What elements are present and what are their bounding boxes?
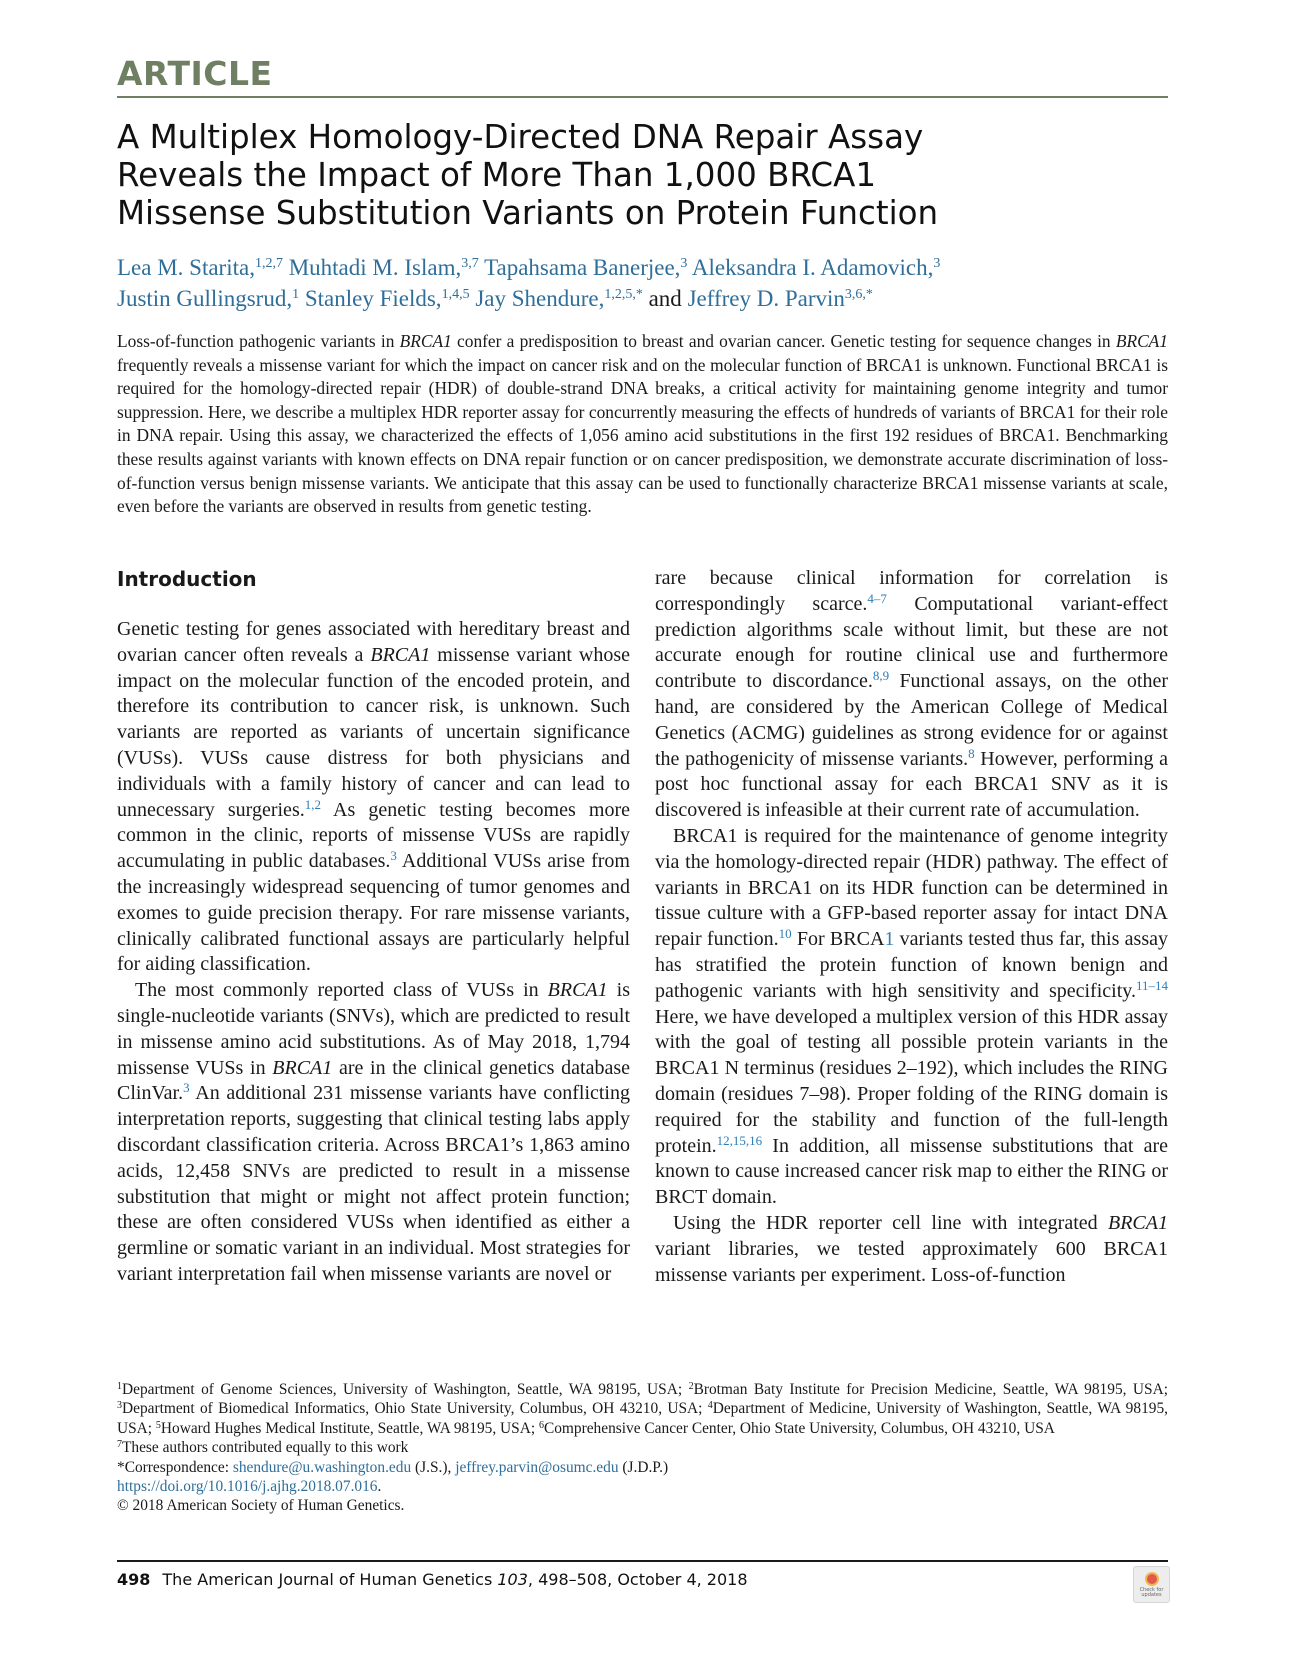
author-line-1 xyxy=(117,250,1168,281)
paragraph xyxy=(655,1211,1168,1288)
affiliations xyxy=(117,1380,1168,1438)
citation-link[interactable]: 3 xyxy=(183,1080,190,1096)
page-footer xyxy=(117,1570,1017,1589)
affiliation: Howard Hughes Medical Institute, Seattle, WA 98195, USA; xyxy=(160,1419,539,1437)
title-line-3: Missense Substitution Variants on Protein Function xyxy=(117,194,939,232)
author-list xyxy=(117,250,1168,312)
equal-contribution-note xyxy=(117,1438,1168,1457)
affiliation: Department of Medicine, University of Washington, Seattle, WA 98195, USA; xyxy=(117,1400,1169,1437)
page-number: 498 xyxy=(117,1570,151,1589)
body-text: In addition, all missense substitutions that are known to cause increased cancer risk map to either the RING or BRCT domain. xyxy=(655,1134,1168,1209)
author-name[interactable]: Lea M. Starita, xyxy=(117,255,255,280)
affiliation: Comprehensive Cancer Center, Ohio State University, Columbus, OH 43210, USA xyxy=(543,1419,1055,1437)
author-affiliation: 3,7 xyxy=(461,256,479,271)
footnote-marker: 3 xyxy=(117,1400,122,1412)
author-affiliation: 3 xyxy=(933,256,941,271)
title-line-1: A Multiplex Homology-Directed DNA Repair Assay xyxy=(117,118,924,156)
article-title xyxy=(117,118,1017,232)
bookmark-icon xyxy=(1145,1572,1159,1586)
author-name[interactable]: Justin Gullingsrud, xyxy=(117,286,293,311)
abstract-text: frequently reveals a missense variant for which the impact on cancer risk and on the molecular function of BRCA1 is unknown. Functional BRCA1 is required for the homology-directed repair (HDR) of double-strand DNA breaks, a critical activity for maintaining genome integrity and tumor suppression. Here, we describe a multiplex HDR reporter assay for concurrently measuring the effects of hundreds of variants of BRCA1 for their role in DNA repair. Using this assay, we characterized the effects of 1,056 amino acid substitutions in the first 192 residues of BRCA1. Benchmarking these results against variants with known effects on DNA repair function or on cancer predisposition, we demonstrate accurate discrimination of loss-of-function versus benign missense variants. We anticipate that this assay can be used to functionally characterize BRCA1 missense variants at scale, even before the variants are observed in results from genetic testing. xyxy=(117,354,1168,517)
citation-link[interactable]: 8,9 xyxy=(872,668,890,684)
author-name[interactable]: Stanley Fields, xyxy=(304,286,442,311)
footnote-text: . xyxy=(377,1478,382,1496)
email-link[interactable]: jeffrey.parvin@osumc.edu xyxy=(455,1458,619,1476)
body-text: The most commonly reported class of VUSs in xyxy=(135,979,548,1002)
author-line-2 xyxy=(117,281,1168,312)
doi-line xyxy=(117,1477,1168,1496)
citation-link[interactable]: 10 xyxy=(778,926,792,942)
body-text: Here, we have developed a multiplex version of this HDR assay with the goal of testing all possible protein variants in the BRCA1 N terminus (residues 2–192), which includes the RING domain (residues 7–98). Proper folding of the RING domain is required for the stability and function of the full-length protein. xyxy=(655,1005,1168,1157)
author-name[interactable]: Muhtadi M. Islam, xyxy=(288,255,462,280)
citation-link[interactable]: 1,2 xyxy=(304,796,321,812)
article-type-label: ARTICLE xyxy=(117,54,273,93)
author-affiliation: 1,2,5,* xyxy=(604,287,643,302)
body-text: Computational variant-effect prediction algorithms scale without limit, but these are not accurate enough for routine clinical use and furthermore contribute to discordance. xyxy=(655,592,1168,693)
badge-label: Check for updates xyxy=(1139,1586,1164,1598)
footnote-marker: 4 xyxy=(707,1400,713,1412)
header-rule xyxy=(117,96,1168,98)
citation-link[interactable]: 3 xyxy=(390,848,397,864)
body-text: missense variant whose impact on the molecular function of the encoded protein, and therefore its contribution to cancer risk, is unknown. Such variants are reported as variants of uncertain significance (VUSs). VUSs cause distress for both physicians and individuals with a family history of cancer and can lead to unnecessary surgeries. xyxy=(117,643,630,821)
footnote-text: (J.S.), xyxy=(411,1458,456,1476)
affiliation: Department of Genome Sciences, University of Washington, Seattle, WA 98195, USA; xyxy=(122,1381,689,1398)
linked-text[interactable]: 1 xyxy=(884,928,895,951)
footnote-marker: 5 xyxy=(155,1419,161,1431)
journal-volume: 103 xyxy=(497,1570,528,1589)
footnote-text: (J.D.P.) xyxy=(618,1458,669,1476)
author-name[interactable]: Aleksandra I. Adamovich, xyxy=(691,255,934,280)
author-affiliation: 1 xyxy=(292,287,300,302)
journal-name: The American Journal of Human Genetics xyxy=(162,1570,498,1589)
footnote-marker: 2 xyxy=(688,1381,694,1392)
body-text: Additional VUSs arise from the increasingly widespread sequencing of tumor genomes and exomes to guide precision therapy. For rare missense variants, clinically calibrated functional assays are particularly helpful for aiding classification. xyxy=(117,850,630,976)
section-heading: Introduction xyxy=(117,567,257,591)
footnote-text: These authors contributed equally to this work xyxy=(122,1439,409,1457)
body-text: As genetic testing becomes more common in the clinic, reports of missense VUSs are rapidly accumulating in public databases. xyxy=(117,798,631,873)
footnotes xyxy=(117,1380,1168,1516)
body-text: However, performing a post hoc functional assay for each BRCA1 SNV as it is discovered is infeasible at their current rate of accumulation. xyxy=(655,747,1168,822)
gene-name: BRCA1 xyxy=(399,331,452,351)
body-text: are in the clinical genetics database ClinVar. xyxy=(117,1056,630,1105)
correspondence-label: *Correspondence: xyxy=(117,1458,233,1476)
body-text: variants tested thus far, this assay has stratified the protein function of known benign and pathogenic variants with high sensitivity and specificity. xyxy=(655,928,1169,1002)
paragraph xyxy=(117,617,630,978)
paragraph xyxy=(655,566,1168,824)
body-column-left xyxy=(117,566,630,1288)
email-link[interactable]: shendure@u.washington.edu xyxy=(232,1458,412,1476)
citation-link[interactable]: 12,15,16 xyxy=(716,1132,763,1148)
author-name[interactable]: Jeffrey D. Parvin xyxy=(687,286,845,311)
author-affiliation: 3,6,* xyxy=(844,287,873,302)
body-text: rare because clinical information for correlation is correspondingly scarce. xyxy=(655,567,1168,615)
abstract-text: confer a predisposition to breast and ovarian cancer. Genetic testing for sequence changes in xyxy=(451,331,1116,351)
gene-name: BRCA1 xyxy=(370,643,431,666)
author-name[interactable]: Tapahsama Banerjee, xyxy=(484,255,681,280)
gene-name: BRCA1 xyxy=(1108,1211,1168,1234)
abstract-text: Loss-of-function pathogenic variants in xyxy=(117,331,400,351)
body-text: An additional 231 missense variants have conflicting interpretation reports, suggesting that clinical testing labs apply discordant classification criteria. Across BRCA1’s 1,863 amino acids, 12,458 SNVs are predicted to result in a missense substitution that might or might not affect protein function; these are often considered VUSs when identified as either a germline or somatic variant in an individual. Most strategies for variant interpretation fail when missense variants are novel or xyxy=(117,1082,630,1285)
author-affiliation: 1,2,7 xyxy=(254,256,283,271)
author-affiliation: 3 xyxy=(680,256,688,271)
journal-pages-date: , 498–508, October 4, 2018 xyxy=(527,1570,748,1589)
affiliation: Brotman Baty Institute for Precision Medicine, Seattle, WA 98195, USA; xyxy=(693,1381,1168,1398)
gene-name: BRCA1 xyxy=(272,1056,333,1079)
body-text: is single-nucleotide variants (SNVs), which are predicted to result in missense amino acid substitutions. As of May 2018, 1,794 missense VUSs in xyxy=(117,979,630,1079)
author-conjunction: and xyxy=(648,286,682,311)
paragraph xyxy=(655,824,1168,1211)
check-for-updates-button[interactable] xyxy=(1133,1566,1170,1603)
body-text: Genetic testing for genes associated with hereditary breast and ovarian cancer often reveals a xyxy=(117,618,630,666)
footnote-marker: 1 xyxy=(117,1381,122,1392)
abstract xyxy=(117,330,1168,519)
body-text: Using the HDR reporter cell line with integrated xyxy=(673,1211,1108,1234)
body-text: variant libraries, we tested approximately 600 BRCA1 missense variants per experiment. Loss-of-function xyxy=(655,1237,1168,1286)
citation-link[interactable]: 8 xyxy=(968,745,975,761)
author-name[interactable]: Jay Shendure, xyxy=(475,286,605,311)
citation-link[interactable]: 11–14 xyxy=(1135,977,1168,993)
correspondence xyxy=(117,1458,1168,1477)
body-column-right xyxy=(655,566,1168,1288)
doi-link[interactable]: https://doi.org/10.1016/j.ajhg.2018.07.016 xyxy=(117,1478,378,1496)
author-affiliation: 1,4,5 xyxy=(441,287,470,302)
footer-rule xyxy=(117,1560,1168,1562)
gene-name: BRCA1 xyxy=(1115,331,1168,351)
title-line-2: Reveals the Impact of More Than 1,000 BRCA1 xyxy=(117,156,877,194)
footnote-marker: 6 xyxy=(538,1419,544,1431)
body-text: For BRCA xyxy=(791,928,885,951)
footnote-marker: 7 xyxy=(117,1439,122,1451)
citation-link[interactable]: 4–7 xyxy=(867,590,887,606)
paragraph xyxy=(117,978,630,1288)
body-text: Functional assays, on the other hand, are considered by the American College of Medical Genetics (ACMG) guidelines as strong evidence for or against the pathogenicity of missense variants. xyxy=(655,670,1168,770)
copyright: © 2018 American Society of Human Genetics. xyxy=(117,1497,405,1515)
gene-name: BRCA1 xyxy=(547,979,608,1002)
body-text: BRCA1 is required for the maintenance of genome integrity via the homology-directed repair (HDR) pathway. The effect of variants in BRCA1 on its HDR function can be determined in tissue culture with a GFP-based reporter assay for intact DNA repair function. xyxy=(655,824,1168,951)
affiliation: Department of Biomedical Informatics, Ohio State University, Columbus, OH 43210, USA; xyxy=(122,1400,708,1418)
